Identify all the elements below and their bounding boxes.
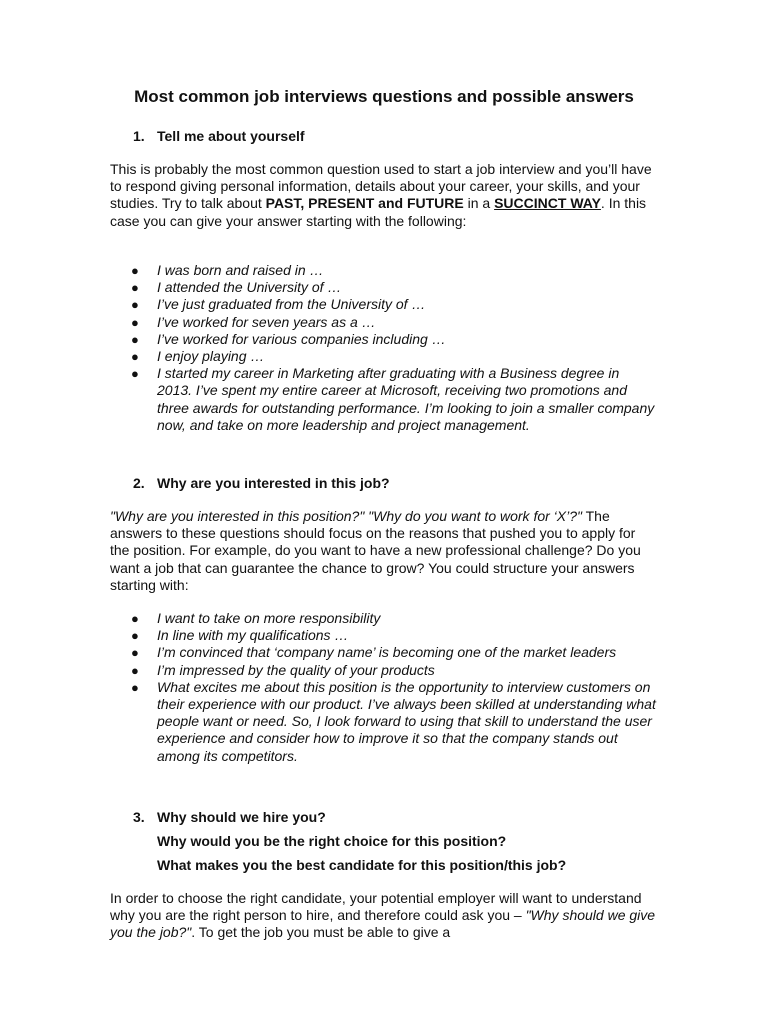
bullet-icon: ● — [131, 263, 139, 278]
list-item-text: I’m impressed by the quality of your products — [157, 661, 435, 678]
bullet-icon: ● — [131, 645, 139, 661]
list-item-text: I’ve just graduated from the University of … — [157, 296, 426, 313]
list-item-text: I started my career in Marketing after graduating with a Business degree in 2013. I’ve spent my entire career at Microsoft, receiving two promotions and three awards for outstanding performance. I’m looking to join a smaller company now, and take on more leadership and project management. — [157, 365, 655, 433]
bullet-icon: ● — [131, 662, 139, 678]
quoted-question-text: "Why are you interested in this position?" "Why do you want to work for ‘X’?" — [110, 508, 582, 524]
question-2-text: Why are you interested in this job? — [157, 475, 390, 491]
list-item — [110, 662, 658, 679]
question-1-text: Tell me about yourself — [157, 128, 305, 144]
question-3-subquestion-1: Why would you be the right choice for this position? — [157, 833, 507, 849]
list-item — [110, 365, 658, 434]
question-2-number: 2. — [133, 475, 145, 491]
question-1-number: 1. — [133, 128, 145, 144]
question-2-answer-list — [110, 610, 658, 765]
list-item-text: I’ve worked for various companies including … — [157, 330, 446, 347]
list-item-text: I want to take on more responsibility — [157, 610, 381, 626]
question-3-paragraph — [110, 890, 658, 942]
list-item-text: I’m convinced that ‘company name’ is becoming one of the market leaders — [157, 644, 617, 661]
question-2-heading — [133, 474, 390, 492]
bullet-icon: ● — [131, 280, 139, 296]
question-2-paragraph — [110, 508, 658, 594]
bullet-icon: ● — [131, 297, 139, 313]
bullet-icon: ● — [131, 331, 139, 347]
list-item-text: I was born and raised in … — [157, 262, 324, 278]
question-1-answer-list — [110, 262, 658, 434]
document-title: Most common job interviews questions and possible answers — [134, 87, 634, 106]
question-3-heading — [133, 808, 326, 826]
paragraph-text: This is probably the most common question used to start a job interview and you’ll have to respond giving personal information, details about your career, your skills, and your studies. Try to talk about — [110, 161, 652, 212]
bullet-icon: ● — [131, 314, 139, 330]
list-item — [110, 610, 658, 627]
bullet-icon: ● — [131, 611, 139, 626]
paragraph-text: . To get the job you must be able to give a — [191, 924, 451, 941]
emphasis-text: PAST, PRESENT and FUTURE — [265, 195, 464, 212]
paragraph-text: . In this case you can give your answer starting with the following: — [110, 195, 647, 229]
question-1-paragraph — [110, 161, 658, 230]
emphasis-underlined-text: SUCCINCT WAY — [494, 195, 601, 212]
bullet-icon: ● — [131, 679, 139, 695]
list-item — [110, 348, 658, 365]
bullet-icon: ● — [131, 366, 139, 382]
list-item-text: I’ve worked for seven years as a … — [157, 313, 376, 330]
list-item — [110, 627, 658, 644]
paragraph-text: in a — [463, 195, 495, 212]
question-3-text: Why should we hire you? — [157, 809, 326, 825]
list-item-text: In line with my qualifications … — [157, 627, 349, 644]
list-item — [110, 296, 658, 313]
question-3-number: 3. — [133, 809, 145, 825]
paragraph-text: The answers to these questions should focus on the reasons that pushed you to apply for the position. For example, do you want to have a new professional challenge? Do you want a job that can guarantee the chance to grow? You could structure your answers starting with: — [110, 508, 641, 593]
list-item-text: What excites me about this position is the opportunity to interview customers on their experience with our product. I’ve always been skilled at understanding what people want or need. So, I look forward to using that skill to understand the user experience and consider how to improve it so that the company stands out among its competitors. — [157, 678, 656, 764]
list-item — [110, 679, 658, 765]
question-1-heading — [133, 127, 305, 145]
list-item — [110, 314, 658, 331]
quoted-question-text: "Why should we give you the job?" — [110, 907, 656, 941]
list-item-text: I enjoy playing … — [157, 348, 265, 365]
list-item — [110, 331, 658, 348]
list-item — [110, 279, 658, 296]
paragraph-text: In order to choose the right candidate, your potential employer will want to understand why you are the right person to hire, and therefore could ask you – — [110, 890, 642, 924]
list-item-text: I attended the University of … — [157, 279, 342, 296]
list-item — [110, 644, 658, 661]
list-item — [110, 262, 658, 279]
bullet-icon: ● — [131, 349, 139, 365]
question-3-subquestion-2: What makes you the best candidate for this position/this job? — [157, 857, 567, 873]
bullet-icon: ● — [131, 628, 139, 644]
